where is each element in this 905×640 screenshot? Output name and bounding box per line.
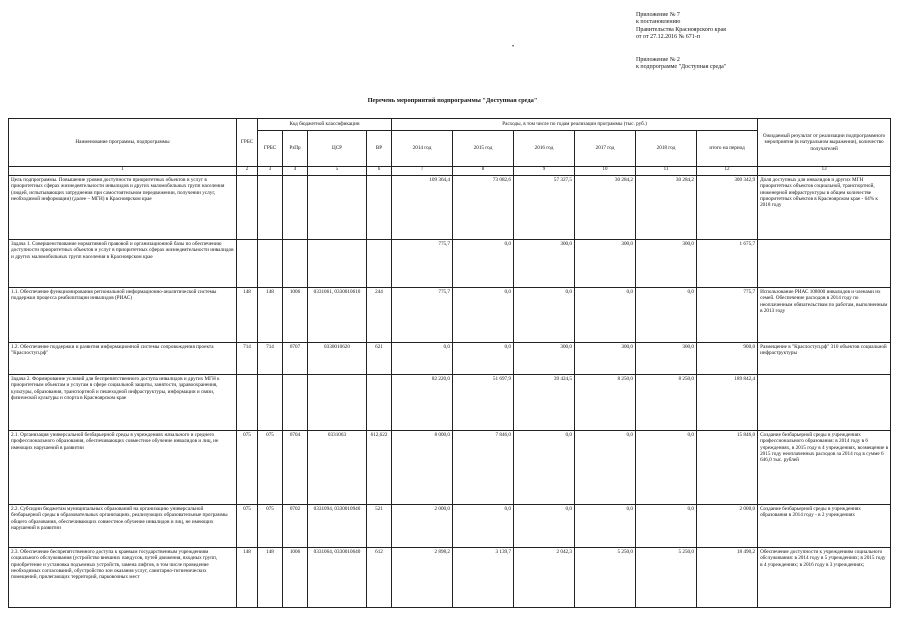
row-total: 15 846,0 [697, 431, 758, 505]
row-result: Создание безбарьерной среды в учреждениях образования в 2014 году - в 2 учреждениях [758, 505, 891, 548]
row-name: Цель подпрограммы. Повышение уровня доступности приоритетных объектов и услуг в приоритетных сферах жизнедеятельности инвалидов и других маломобильных групп населения (людей, испытывающих затруднения при самостоятельном передвижении, получении услуг, необходимой информации) (далее – МГН) в Красноярском крае [9, 176, 237, 240]
column-index: 2 [237, 167, 258, 176]
row-2014: 0,0 [392, 343, 453, 375]
row-vr: 521 [367, 505, 392, 548]
row-grbs: 075 [237, 431, 258, 505]
row-2015: 3 139,7 [453, 548, 514, 608]
row-name: Задача 1. Совершенствование нормативной правовой и организационной базы по обеспечению доступности приоритетных объектов и услуг в приоритетных сферах жизнедеятельности инвалидов и других маломобильных групп населения в Красноярском крае [9, 240, 237, 288]
row-2017: 8 250,0 [575, 375, 636, 431]
row-2017: 300,0 [575, 343, 636, 375]
row-2015: 0,0 [453, 343, 514, 375]
col-total-header: итого на период [697, 131, 758, 167]
row-2017: 0,0 [575, 288, 636, 343]
col-result-header: Ожидаемый результат от реализации подпрограммного мероприятия (в натуральном выражении), количество получателей [758, 119, 891, 167]
row-total: 2 000,0 [697, 505, 758, 548]
row-name: 2.2. Субсидии бюджетам муниципальных образований на организацию универсальной безбарьерной среды в образовательных организациях, реализующих образовательные программы общего образования, обеспечивающих совместное обучение инвалидов и лиц, не имеющих нарушений в развитии [9, 505, 237, 548]
row-2014: 2 000,0 [392, 505, 453, 548]
row-sub-grbs: 714 [258, 343, 283, 375]
table-row-measure-2-3 [9, 548, 891, 608]
row-2015: 51 697,9 [453, 375, 514, 431]
row-vr [367, 240, 392, 288]
row-result: Размещение в "Краслоступ.рф" 310 объектов социальной инфраструктуры [758, 343, 891, 375]
row-2016: 0,0 [514, 288, 575, 343]
row-2015: 73 082,6 [453, 176, 514, 240]
document-title: Перечень мероприятий подпрограммы "Доступная среда" [367, 97, 538, 104]
column-index: 7 [392, 167, 453, 176]
appendix-line: к постановлению [636, 19, 681, 26]
row-sub-grbs: 148 [258, 288, 283, 343]
col-2015-header: 2015 год [453, 131, 514, 167]
row-2018: 30 284,2 [636, 176, 697, 240]
row-grbs: 148 [237, 548, 258, 608]
row-rzpr: 0702 [283, 505, 308, 548]
col-name-header: Наименование программы, подпрограммы [9, 119, 237, 167]
row-name: Задача 2. Формирование условий для беспрепятственного доступа инвалидов и других МГН к приоритетным объектам и услугам в сфере социальной защиты, занятости, здравоохранения, культуры, образования, транспортной и пешеходной инфраструктуры, информации и связи, физической культуры и спорта в Красноярском крае [9, 375, 237, 431]
row-vr: 244 [367, 288, 392, 343]
row-grbs: 075 [237, 505, 258, 548]
appendix-line: Приложение № 7 [636, 12, 680, 18]
row-2015: 0,0 [453, 505, 514, 548]
col-2018-header: 2018 год [636, 131, 697, 167]
row-2016: 300,0 [514, 240, 575, 288]
col-2017-header: 2017 год [575, 131, 636, 167]
row-2014: 82 220,0 [392, 375, 453, 431]
row-result: Обеспечение доступности к учреждениям социального обслуживания: в 2014 году в 5 учреждениях; в 2015 году в 4 учреждениях; в 2016 году в 3 учреждениях; [758, 548, 891, 608]
row-csr: 0331061, 0330010610 [308, 288, 367, 343]
row-result [758, 240, 891, 288]
row-sub-grbs: 148 [258, 548, 283, 608]
column-index: 5 [308, 167, 367, 176]
column-index: 6 [367, 167, 392, 176]
row-name: 1.2. Обеспечение поддержки и развития информационной системы сопровождения проекта "Краслоступ.рф" [9, 343, 237, 375]
row-2016: 0,0 [514, 505, 575, 548]
row-2015: 0,0 [453, 240, 514, 288]
row-2014: 2 898,2 [392, 548, 453, 608]
row-2016: 300,0 [514, 343, 575, 375]
table-row-task-2 [9, 375, 891, 431]
row-total: 300 342,9 [697, 176, 758, 240]
row-total: 1 675,7 [697, 240, 758, 288]
scan-mark: • [512, 44, 515, 50]
column-index: 12 [697, 167, 758, 176]
table-row-measure-2-2 [9, 505, 891, 548]
appendix-block [636, 12, 726, 42]
row-2017: 30 284,2 [575, 176, 636, 240]
table-row-goal [9, 176, 891, 240]
header-row [9, 119, 891, 131]
row-grbs [237, 176, 258, 240]
row-rzpr: 0704 [283, 431, 308, 505]
col-rzpr-header: РзПр [283, 131, 308, 167]
row-vr [367, 176, 392, 240]
row-2018: 300,0 [636, 343, 697, 375]
row-result: Доля доступных для инвалидов и других МГН приоритетных объектов социальной, транспортной, инженерной инфраструктуры в общем количестве приоритетных объектов в Красноярском крае - 64% к 2018 году [758, 176, 891, 240]
row-2016: 0,0 [514, 431, 575, 505]
row-csr: 0331063 [308, 431, 367, 505]
row-rzpr: 0707 [283, 343, 308, 375]
row-2014: 775,7 [392, 288, 453, 343]
row-2018: 8 250,0 [636, 375, 697, 431]
col-vr-header: ВР [367, 131, 392, 167]
row-2014: 109 364,4 [392, 176, 453, 240]
row-result: Создание безбарьерной среды в учреждениях профессионального образования: в 2014 году в 6 учреждениях, в 2015 году в 4 учреждениях, возмещение в 2015 году неоплаченных расходов за 2014 год в сумме 6 646,0 тыс. рублей [758, 431, 891, 505]
row-2015: 7 846,0 [453, 431, 514, 505]
row-total: 189 842,4 [697, 375, 758, 431]
row-2017: 300,0 [575, 240, 636, 288]
row-vr [367, 375, 392, 431]
row-vr: 612,622 [367, 431, 392, 505]
row-result: Использование РИАС 108000 инвалидов и членами их семей. Обеспечение расходов в 2014 году по неоплаченным обязательствам по работам, выполненным в 2013 году [758, 288, 891, 343]
row-2018: 0,0 [636, 505, 697, 548]
measures-table [8, 118, 891, 608]
row-csr [308, 176, 367, 240]
row-2014: 8 000,0 [392, 431, 453, 505]
row-2017: 5 250,0 [575, 548, 636, 608]
row-grbs [237, 240, 258, 288]
row-grbs [237, 375, 258, 431]
row-2018: 5 250,0 [636, 548, 697, 608]
column-index: 9 [514, 167, 575, 176]
row-2015: 0,0 [453, 288, 514, 343]
row-sub-grbs [258, 176, 283, 240]
subprogram-appendix-block [636, 57, 726, 72]
appendix-line: Правительства Красноярского края [636, 26, 726, 33]
table-row-measure-1-1 [9, 288, 891, 343]
col-csr-header: ЦСР [308, 131, 367, 167]
col-2016-header: 2016 год [514, 131, 575, 167]
row-result [758, 375, 891, 431]
row-2017: 0,0 [575, 505, 636, 548]
row-total: 775,7 [697, 288, 758, 343]
column-index-row [9, 167, 891, 176]
column-index: 13 [758, 167, 891, 176]
row-csr: 0331094, 0330010940 [308, 505, 367, 548]
appendix2-line: к подпрограмме "Доступная среда" [636, 64, 727, 71]
row-sub-grbs [258, 375, 283, 431]
column-index: 8 [453, 167, 514, 176]
row-sub-grbs [258, 240, 283, 288]
row-total: 900,0 [697, 343, 758, 375]
row-rzpr [283, 240, 308, 288]
row-2017: 0,0 [575, 431, 636, 505]
row-csr [308, 240, 367, 288]
column-index: 10 [575, 167, 636, 176]
col-budget-code-header: Код бюджетной классификации [258, 119, 392, 131]
row-rzpr [283, 176, 308, 240]
row-sub-grbs: 075 [258, 431, 283, 505]
row-sub-grbs: 075 [258, 505, 283, 548]
appendix-line: от от 27.12.2016 № 671-п [636, 34, 701, 41]
row-rzpr: 1006 [283, 288, 308, 343]
row-grbs: 714 [237, 343, 258, 375]
table-row-task-1 [9, 240, 891, 288]
row-name: 2.1. Организация универсальной безбарьерной среды в учреждениях начального и среднего профессионального образования, обеспечивающих совместное обучение инвалидов и лиц, не имеющих нарушений в развитии [9, 431, 237, 505]
row-rzpr [283, 375, 308, 431]
table-row-measure-1-2 [9, 343, 891, 375]
row-name: 2.3. Обеспечение беспрепятственного доступа к краевым государственным учреждениям социального обслуживания (устройство внешних пандусов, путей движения, входных групп, приобретение и установка подъемных устройств, замена лифтов, в том числе проведение необходимых согласований, обустройство зон оказания услуг, санитарно-гигиенических помещений, прилегающих территорий, парковочных мест [9, 548, 237, 608]
col-2014-header: 2014 год [392, 131, 453, 167]
row-total: 18 490,2 [697, 548, 758, 608]
col-expenses-header: Расходы, в том числе по годам реализации программы (тыс. руб.) [392, 119, 758, 131]
row-2014: 775,7 [392, 240, 453, 288]
col-grbs-header: ГРБС [237, 119, 258, 167]
row-2018: 0,0 [636, 288, 697, 343]
row-csr: 0331064, 0330010640 [308, 548, 367, 608]
row-2016: 39 424,5 [514, 375, 575, 431]
row-csr: 0330010620 [308, 343, 367, 375]
row-2016: 2 042,3 [514, 548, 575, 608]
appendix2-line: Приложение № 2 [636, 57, 680, 63]
row-2018: 300,0 [636, 240, 697, 288]
table-row-measure-2-1 [9, 431, 891, 505]
row-2018: 0,0 [636, 431, 697, 505]
column-index: 4 [283, 167, 308, 176]
column-index: 1 [9, 167, 237, 176]
row-vr: 621 [367, 343, 392, 375]
row-csr [308, 375, 367, 431]
row-rzpr: 1006 [283, 548, 308, 608]
column-index: 3 [258, 167, 283, 176]
col-sub-grbs-header: ГРБС [258, 131, 283, 167]
row-vr: 612 [367, 548, 392, 608]
row-name: 1.1. Обеспечение функционирования региональной информационно-аналитической системы поддержки процесса реабилитации инвалидов (РИАС) [9, 288, 237, 343]
column-index: 11 [636, 167, 697, 176]
row-2016: 57 327,5 [514, 176, 575, 240]
row-grbs: 148 [237, 288, 258, 343]
